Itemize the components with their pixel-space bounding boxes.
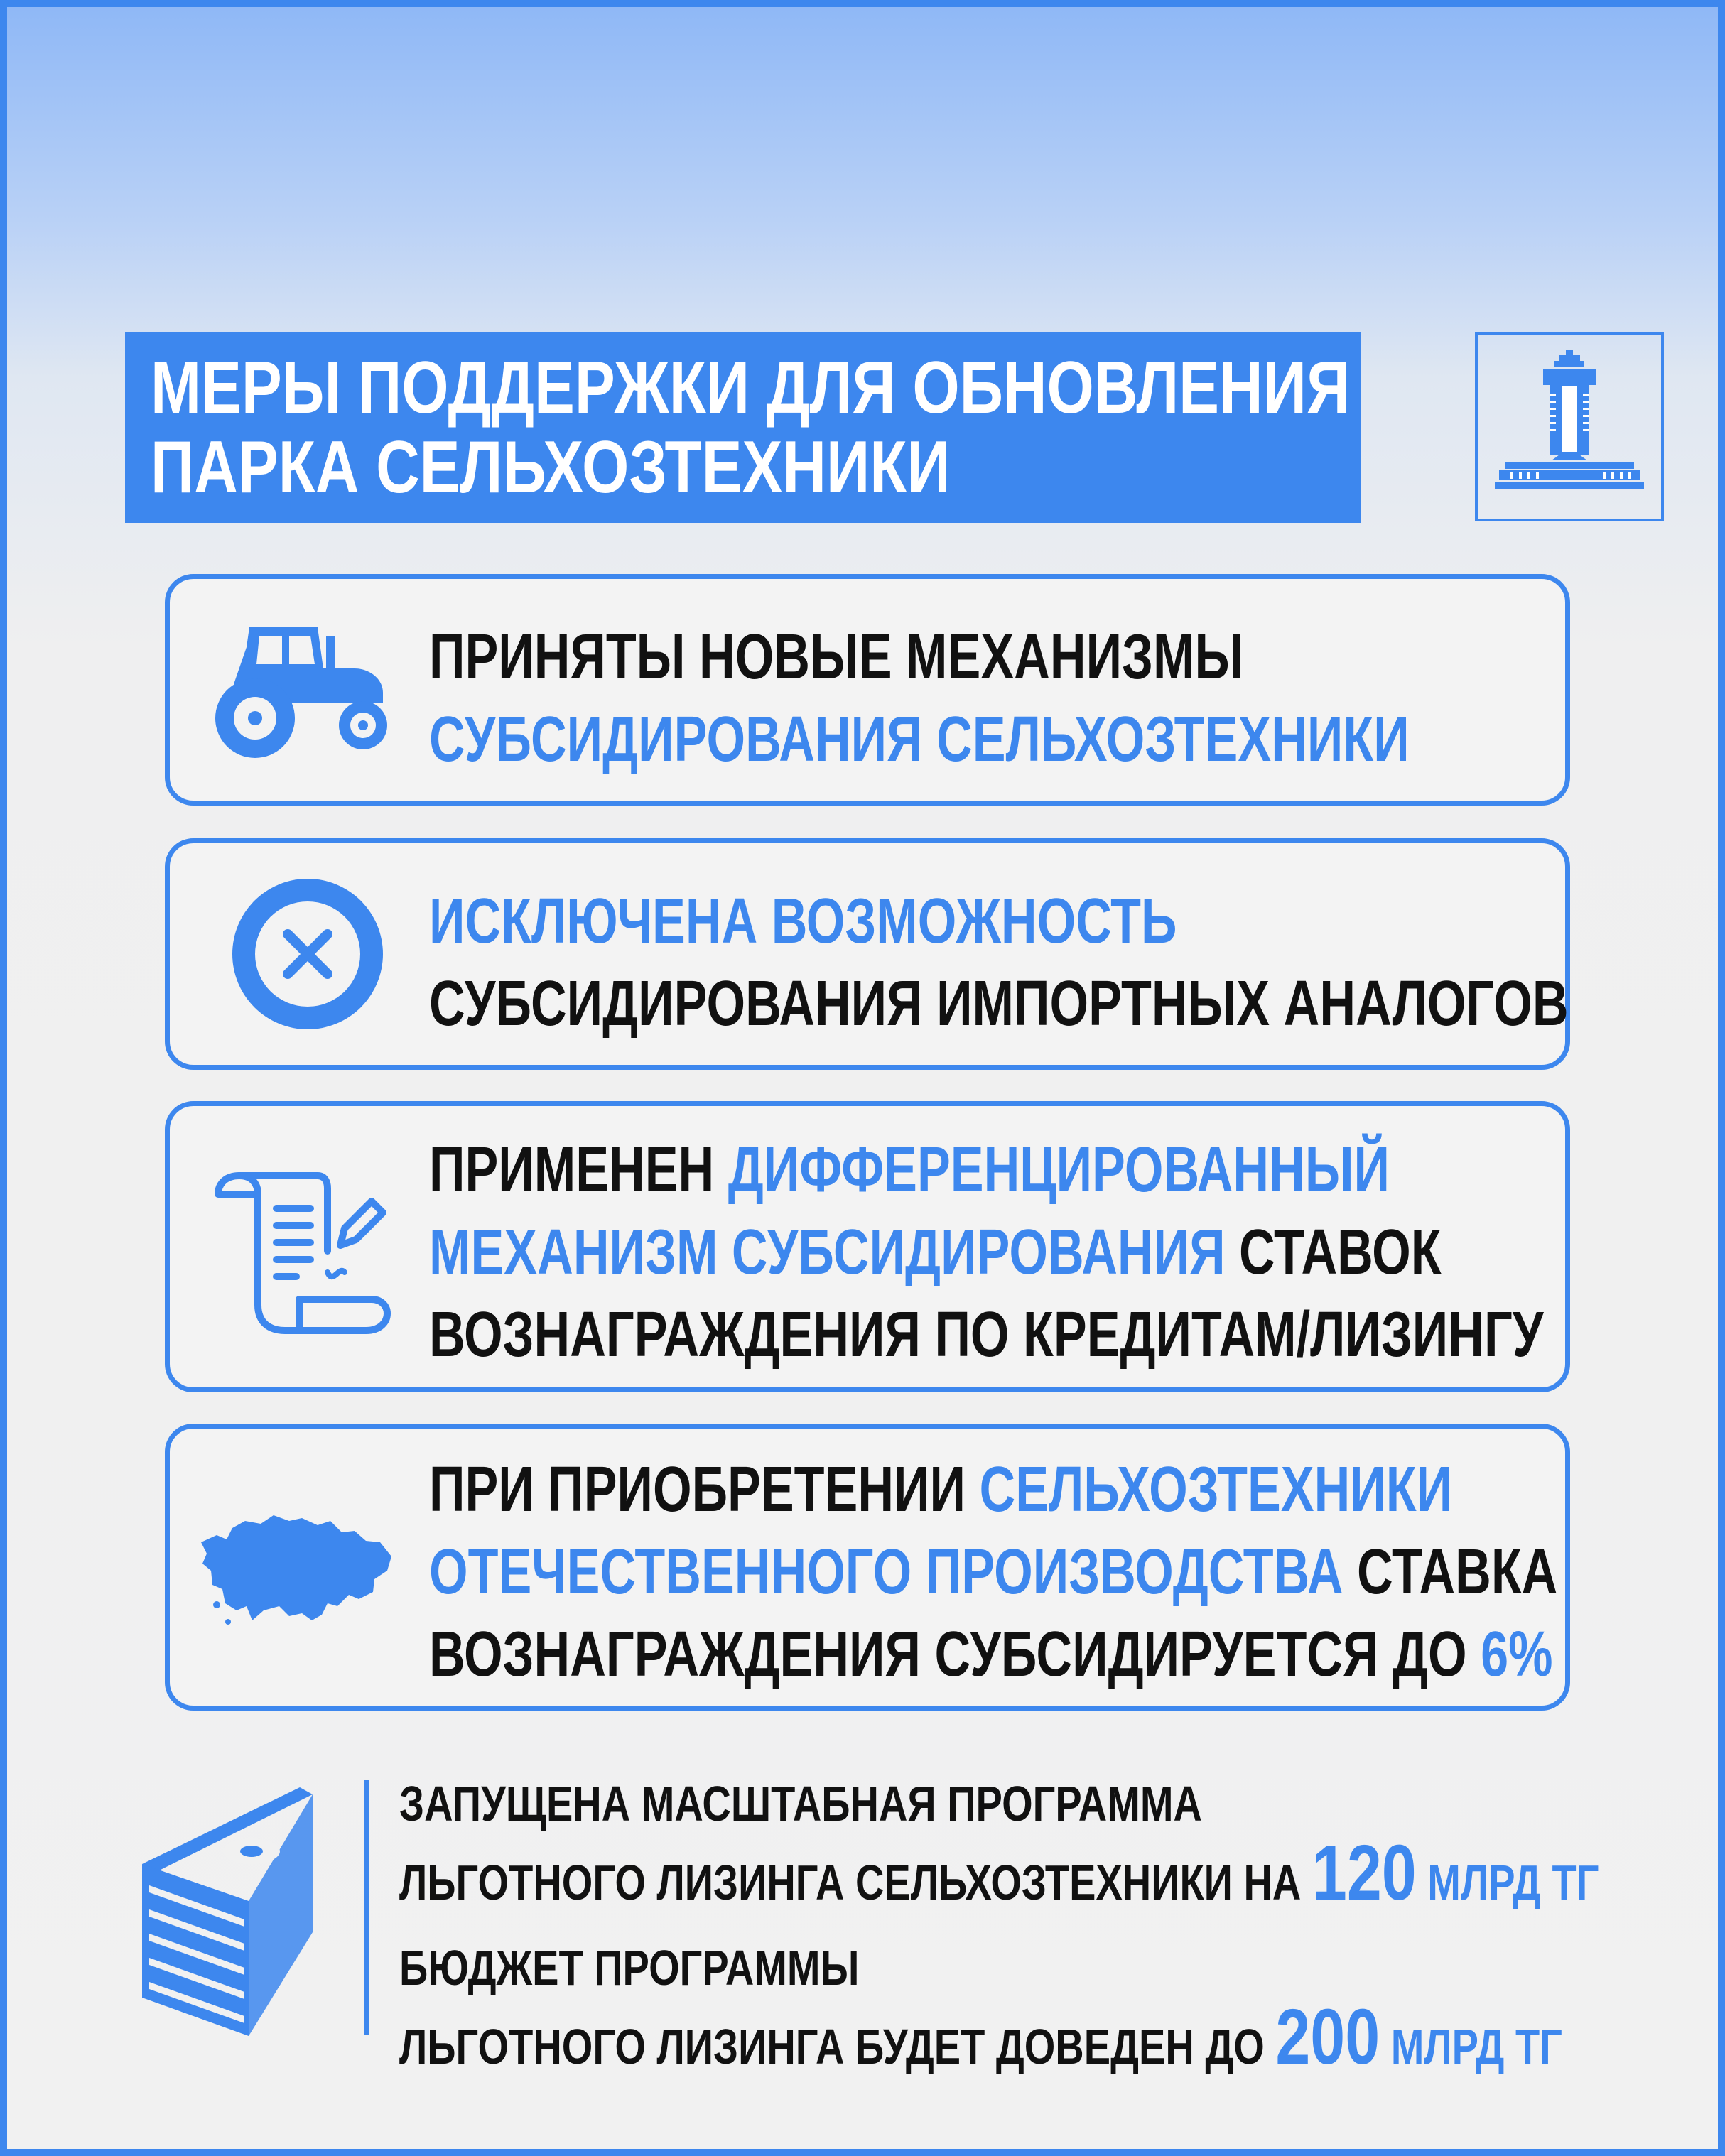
- text-segment: СЕЛЬХОЗТЕХНИКИ: [979, 1454, 1453, 1525]
- text-segment: ОТЕЧЕСТВЕННОГО ПРОИЗВОДСТВА: [429, 1537, 1343, 1608]
- text-segment: ПРИМЕНЕН: [429, 1134, 728, 1206]
- card-subsidy-mechanisms: [165, 574, 1570, 806]
- text-segment: 6%: [1481, 1619, 1553, 1690]
- budget-line-2: [399, 1993, 1562, 2081]
- budget-unit: МЛРД ТГ: [1380, 2019, 1562, 2074]
- card-line: [429, 1531, 1558, 1613]
- card-line: [429, 616, 1299, 698]
- program-line-2: [399, 1829, 1599, 1917]
- card-line: [429, 1294, 1544, 1376]
- text-segment: МЕХАНИЗМ СУБСИДИРОВАНИЯ: [429, 1217, 1226, 1288]
- kazakhstan-map-icon: [195, 1500, 401, 1645]
- government-logo: [1475, 332, 1664, 521]
- budget-line-1: БЮДЖЕТ ПРОГРАММЫ: [399, 1940, 860, 1995]
- card-line: [429, 1613, 1553, 1696]
- document-pen-icon: [211, 1166, 396, 1347]
- leasing-program-text: [399, 1769, 1650, 2081]
- vertical-divider: [364, 1780, 369, 2035]
- text-segment: ПРИНЯТЫ НОВЫЕ МЕХАНИЗМЫ: [429, 622, 1244, 693]
- card-line: [429, 880, 1299, 963]
- text-segment: ДИФФЕРЕНЦИРОВАННЫЙ: [728, 1134, 1390, 1206]
- program-amount: 120: [1312, 1829, 1417, 1917]
- card-import-exclusion: [165, 838, 1570, 1070]
- text-segment: СУБСИДИРОВАНИЯ СЕЛЬХОЗТЕХНИКИ: [429, 704, 1410, 775]
- card-text: [429, 880, 1569, 1045]
- text-segment: ВОЗНАГРАЖДЕНИЯ ПО КРЕДИТАМ/ЛИЗИНГУ: [429, 1299, 1544, 1370]
- money-stack-icon: [132, 1780, 352, 2047]
- card-line: [429, 963, 1569, 1045]
- title-banner: [125, 332, 1361, 523]
- card-text: [429, 1129, 1544, 1376]
- text-segment: СТАВКА: [1343, 1537, 1558, 1608]
- government-building-icon: [1478, 335, 1661, 519]
- text-segment: ВОЗНАГРАЖДЕНИЯ СУБСИДИРУЕТСЯ ДО: [429, 1619, 1481, 1690]
- title-line-2: ПАРКА СЕЛЬХОЗТЕХНИКИ: [151, 426, 951, 509]
- text-segment: ИСКЛЮЧЕНА ВОЗМОЖНОСТЬ: [429, 886, 1177, 957]
- card-line: [429, 1448, 1453, 1531]
- text-segment: СТАВОК: [1225, 1217, 1442, 1288]
- text-segment: ПРИ ПРИОБРЕТЕНИИ: [429, 1454, 980, 1525]
- program-line-1: ЗАПУЩЕНА МАСШТАБНАЯ ПРОГРАММА: [399, 1776, 1202, 1831]
- cross-circle-icon: [229, 876, 386, 1036]
- card-text: [429, 1448, 1558, 1696]
- card-domestic-rate: [165, 1424, 1570, 1711]
- card-line: [429, 1129, 1390, 1211]
- budget-amount: 200: [1275, 1993, 1380, 2081]
- text-segment: ЛЬГОТНОГО ЛИЗИНГА БУДЕТ ДОВЕДЕН ДО: [399, 2019, 1276, 2074]
- card-line: [429, 698, 1410, 781]
- text-segment: СУБСИДИРОВАНИЯ ИМПОРТНЫХ АНАЛОГОВ: [429, 968, 1569, 1039]
- program-unit: МЛРД ТГ: [1416, 1855, 1599, 1910]
- card-text: [429, 616, 1544, 781]
- card-line: [429, 1211, 1442, 1294]
- text-segment: ЛЬГОТНОГО ЛИЗИНГА СЕЛЬХОЗТЕХНИКИ НА: [399, 1855, 1312, 1910]
- card-differentiated-mechanism: [165, 1101, 1570, 1392]
- tractor-icon: [212, 619, 390, 764]
- title-line-1: МЕРЫ ПОДДЕРЖКИ ДЛЯ ОБНОВЛЕНИЯ: [151, 347, 1351, 429]
